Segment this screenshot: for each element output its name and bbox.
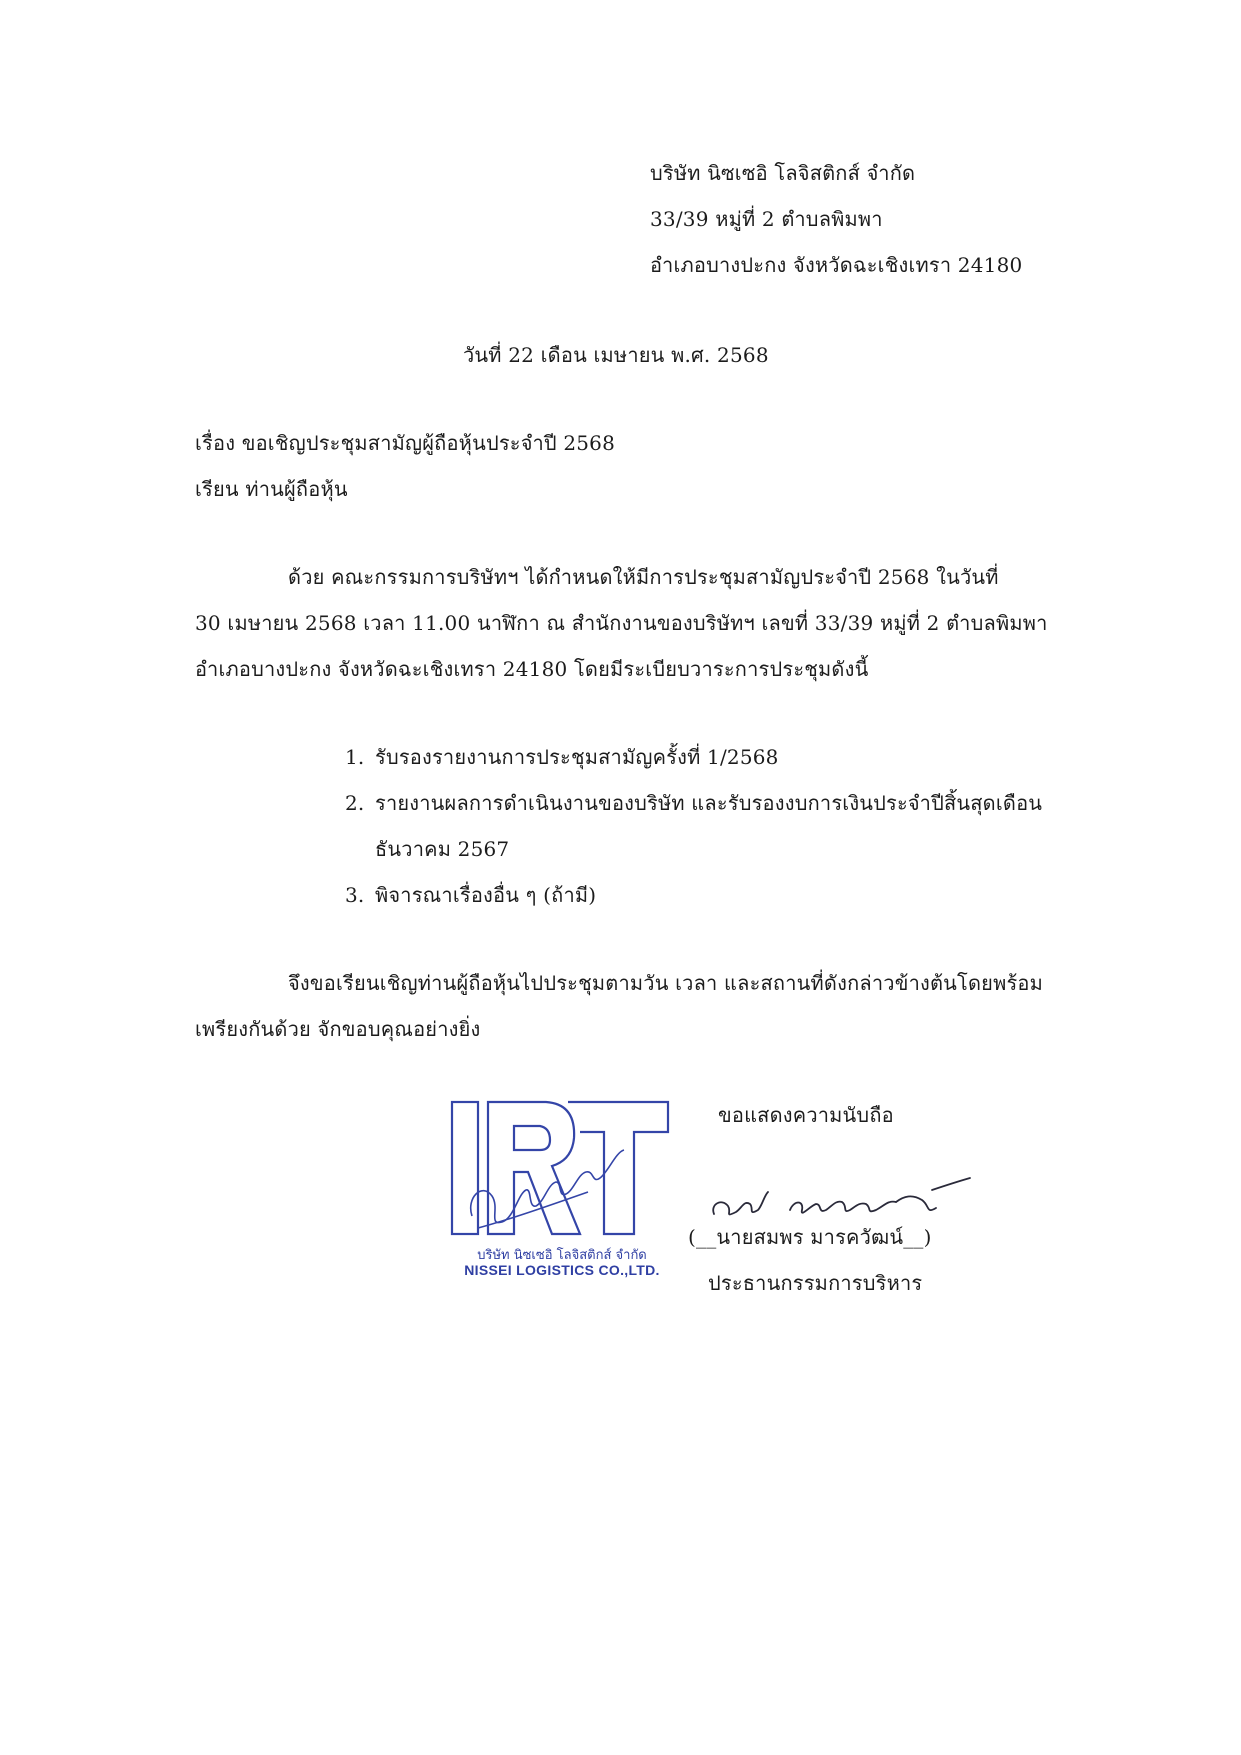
agenda-item-number: 1. <box>345 745 365 769</box>
agenda-item-number: 2. <box>345 791 365 815</box>
company-name: บริษัท นิซเซอิ โลจิสติกส์ จำกัด <box>650 161 916 185</box>
letter-subject: เรื่อง ขอเชิญประชุมสามัญผู้ถือหุ้นประจำปี 2568 <box>195 431 616 455</box>
body-line-3: อำเภอบางปะกง จังหวัดฉะเชิงเทรา 24180 โดยมีระเบียบวาระการประชุมดังนี้ <box>195 657 869 681</box>
letter-date: วันที่ 22 เดือน เมษายน พ.ศ. 2568 <box>463 343 769 367</box>
signoff-respect: ขอแสดงความนับถือ <box>718 1103 894 1127</box>
company-address-line1: 33/39 หมู่ที่ 2 ตำบลพิมพา <box>650 207 883 231</box>
body-line-2: 30 เมษายน 2568 เวลา 11.00 นาฬิกา ณ สำนักงานของบริษัทฯ เลขที่ 33/39 หมู่ที่ 2 ตำบลพิมพา <box>195 611 1048 635</box>
agenda-item-number: 3. <box>345 883 365 907</box>
agenda-item-text: รับรองรายงานการประชุมสามัญครั้งที่ 1/2568 <box>375 745 779 769</box>
stamp-thai-name: บริษัท นิซเซอิ โลจิสติกส์ จำกัด <box>477 1248 647 1263</box>
signer-name: (__นายสมพร มารควัฒน์__) <box>688 1225 932 1249</box>
signer-title: ประธานกรรมการบริหาร <box>708 1271 923 1295</box>
company-address-line2: อำเภอบางปะกง จังหวัดฉะเชิงเทรา 24180 <box>650 253 1023 277</box>
closing-line-1: จึงขอเรียนเชิญท่านผู้ถือหุ้นไปประชุมตามวัน เวลา และสถานที่ดังกล่าวข้างต้นโดยพร้อม <box>288 971 1044 995</box>
agenda-item-text: รายงานผลการดำเนินงานของบริษัท และรับรองงบการเงินประจำปีสิ้นสุดเดือน <box>375 791 1043 815</box>
closing-line-2: เพรียงกันด้วย จักขอบคุณอย่างยิ่ง <box>195 1017 481 1041</box>
stamp-logo-icon <box>448 1098 676 1242</box>
body-line-1: ด้วย คณะกรรมการบริษัทฯ ได้กำหนดให้มีการประชุมสามัญประจำปี 2568 ในวันที่ <box>288 565 999 589</box>
letter-recipient: เรียน ท่านผู้ถือหุ้น <box>195 477 348 501</box>
company-stamp <box>448 1098 676 1288</box>
agenda-item-text: พิจารณาเรื่องอื่น ๆ (ถ้ามี) <box>375 883 597 907</box>
agenda-item-text-continued: ธันวาคม 2567 <box>375 837 510 861</box>
stamp-english-name: NISSEI LOGISTICS CO.,LTD. <box>464 1262 660 1278</box>
handwritten-signature-icon <box>700 1160 980 1230</box>
